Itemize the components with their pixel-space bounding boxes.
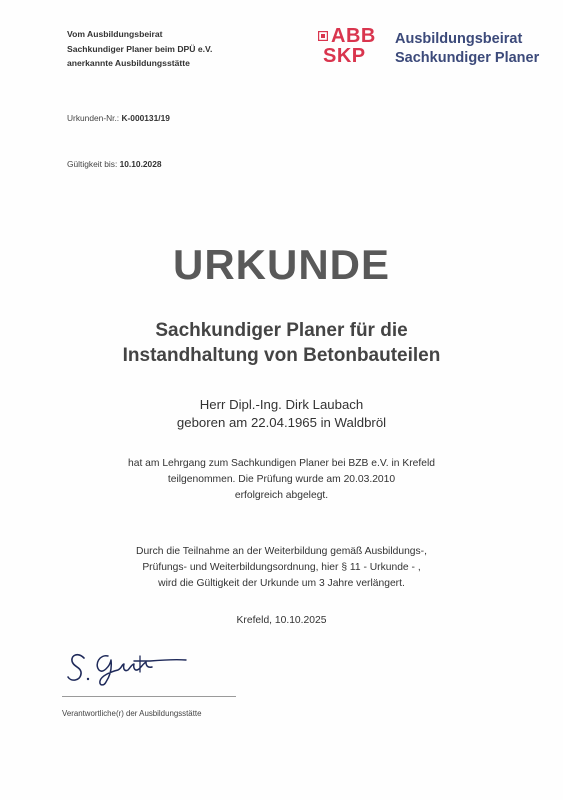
issuer-line-3: anerkannte Ausbildungsstätte [67,58,190,68]
exam-line-1: hat am Lehrgang zum Sachkundigen Planer bei BZB e.V. in Krefeld [127,458,435,469]
logo-abb-text: ABB [331,25,376,47]
issuer-line-1: Vom Ausbildungsbeirat [67,29,163,39]
handwritten-signature [66,646,190,688]
certificate-number-label: Urkunden-Nr.: [67,113,120,123]
issuer-line-2: Sachkundiger Planer beim DPÜ e.V. [67,43,213,54]
exam-paragraph [0,456,563,504]
logo-title-line-1: Ausbildungsbeirat [395,31,523,47]
logo-square-icon [318,31,328,41]
logo-title-line-2: Sachkundiger Planer [395,50,540,66]
validity-date [67,159,162,169]
place-and-date: Krefeld, 10.10.2025 [236,615,327,626]
certificate-number-value: K-000131/19 [121,113,170,123]
signature-caption: Verantwortliche(r) der Ausbildungsstätte [62,709,202,718]
recipient-block [0,396,563,432]
exam-line-2: teilgenommen. Die Prüfung wurde am 20.03.2010 [167,474,396,485]
extension-line-2: Prüfungs- und Weiterbildungsordnung, hier § 11 - Urkunde - , [142,562,421,573]
extension-line-3: wird die Gültigkeit der Urkunde um 3 Jahre verlängert. [158,578,405,589]
validity-value: 10.10.2028 [119,159,162,169]
qualification-line-2: Instandhaltung von Betonbauteilen [122,345,441,366]
recipient-name: Herr Dipl.-Ing. Dirk Laubach [199,397,364,412]
exam-line-3: erfolgreich abgelegt. [234,490,329,501]
certificate-title: URKUNDE [173,241,390,288]
signature-line [62,696,236,697]
logo-skp-text: SKP [323,45,366,67]
issuer-block [67,27,212,71]
extension-paragraph [0,544,563,592]
qualification-title [0,318,563,368]
certificate-number [67,113,170,123]
abb-skp-logo [317,25,540,69]
qualification-line-1: Sachkundiger Planer für die [155,320,408,341]
extension-line-1: Durch die Teilnahme an der Weiterbildung gemäß Ausbildungs-, [136,546,427,557]
validity-label: Gültigkeit bis: [67,159,118,169]
recipient-birth: geboren am 22.04.1965 in Waldbröl [176,415,387,430]
